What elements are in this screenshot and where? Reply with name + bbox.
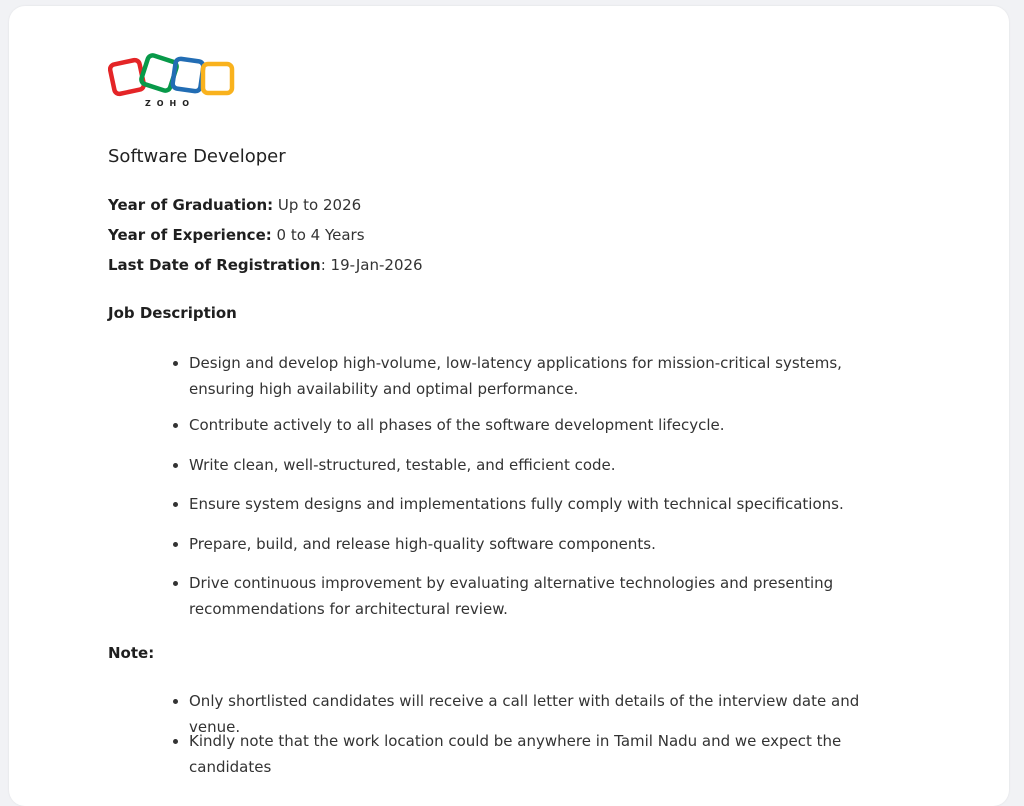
job-posting-card [9, 6, 1009, 806]
note-heading: Note: [108, 644, 155, 662]
registration-label: Last Date of Registration [108, 256, 321, 274]
list-item: • Only shortlisted candidates will receive a call letter with details of the interview date and venue. [189, 688, 899, 740]
list-item: • Drive continuous improvement by evaluating alternative technologies and presenting recommendations for architectural review. [189, 570, 899, 622]
registration-line [108, 256, 423, 274]
logo-wordmark: ZOHO [144, 99, 196, 108]
list-item: • Contribute actively to all phases of the software development lifecycle. [189, 412, 899, 438]
registration-value: : 19-Jan-2026 [320, 256, 423, 274]
graduation-label: Year of Graduation: [108, 196, 274, 214]
list-item: • Write clean, well-structured, testable, and efficient code. [189, 452, 899, 478]
experience-label: Year of Experience: [108, 226, 272, 244]
list-item: • Kindly note that the work location could be anywhere in Tamil Nadu and we expect the candidates [189, 728, 899, 780]
list-item: • Design and develop high-volume, low-latency applications for mission-critical systems, ensuring high availability and optimal performance. [189, 350, 899, 402]
job-description-heading: Job Description [108, 304, 237, 322]
list-item: • Prepare, build, and release high-quality software components. [189, 531, 899, 557]
graduation-line [108, 196, 361, 214]
experience-line [108, 226, 365, 244]
zoho-logo [108, 48, 236, 110]
graduation-value: Up to 2026 [273, 196, 362, 214]
experience-value: 0 to 4 Years [271, 226, 365, 244]
job-title: Software Developer [108, 146, 286, 167]
list-item: • Ensure system designs and implementations fully comply with technical specifications. [189, 491, 899, 517]
